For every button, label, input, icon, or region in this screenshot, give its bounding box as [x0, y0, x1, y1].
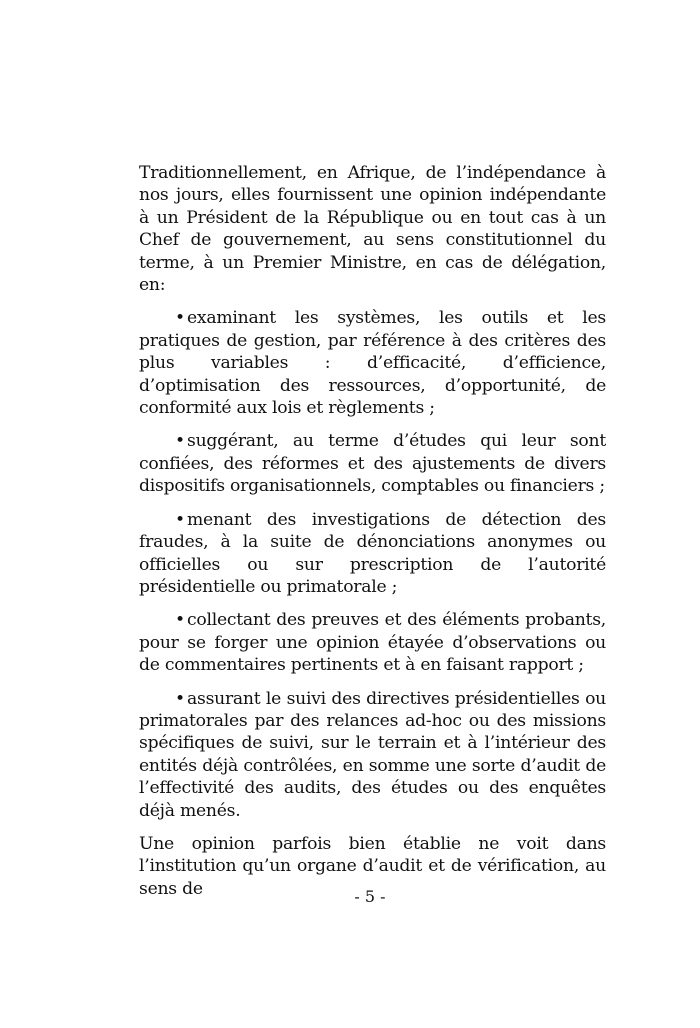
bullet-item-examinant [139, 307, 606, 419]
bullet-text: assurant le suivi des directives présidentielles ou primatorales par des relances ad-hoc ou des missions spécifiques de suivi, sur le terrain et à l’intérieur des entités déjà contrôlées, en somme une sorte d’audit de l’effectivité des audits, des études ou des enquêtes déjà menés. [139, 688, 606, 821]
body-text [139, 162, 606, 911]
bullet-text: menant des investigations de détection des fraudes, à la suite de dénonciations anonymes ou officielles ou sur prescription de l’autorité présidentielle ou primatorale ; [139, 509, 606, 597]
bullet-item-collectant [139, 609, 606, 676]
bullet-icon: • [175, 308, 185, 329]
bullet-icon: • [175, 431, 185, 452]
bullet-icon: • [175, 509, 185, 530]
bullet-item-menant [139, 509, 606, 599]
bullet-icon: • [175, 688, 185, 709]
bullet-icon: • [175, 610, 185, 631]
bullet-item-suggerant [139, 430, 606, 497]
closing-paragraph: Une opinion parfois bien établie ne voit dans l’institution qu’un organe d’audit et de vérification, au sens de [139, 833, 606, 899]
bullet-text: collectant des preuves et des éléments probants, pour se forger une opinion étayée d’observations ou de commentaires pertinents et à en faisant rapport ; [139, 610, 606, 676]
bullet-text: examinant les systèmes, les outils et les pratiques de gestion, par référence à des critères des plus variables : d’efficacité, d’efficience, d’optimisation des ressources, d’opportunité, de conformité aux lois et règlements ; [139, 308, 606, 419]
page-number: - 5 - [354, 887, 386, 906]
intro-paragraph: Traditionnellement, en Afrique, de l’indépendance à nos jours, elles fournissent une opinion indépendante à un Président de la République ou en tout cas à un Chef de gouvernement, au sens constitutionnel du terme, à un Premier Ministre, en cas de délégation, en: [139, 163, 606, 296]
bullet-item-assurant [139, 688, 606, 822]
bullet-text: suggérant, au terme d’études qui leur sont confiées, des réformes et des ajustements de divers dispositifs organisationnels, comptables ou financiers ; [139, 431, 606, 497]
